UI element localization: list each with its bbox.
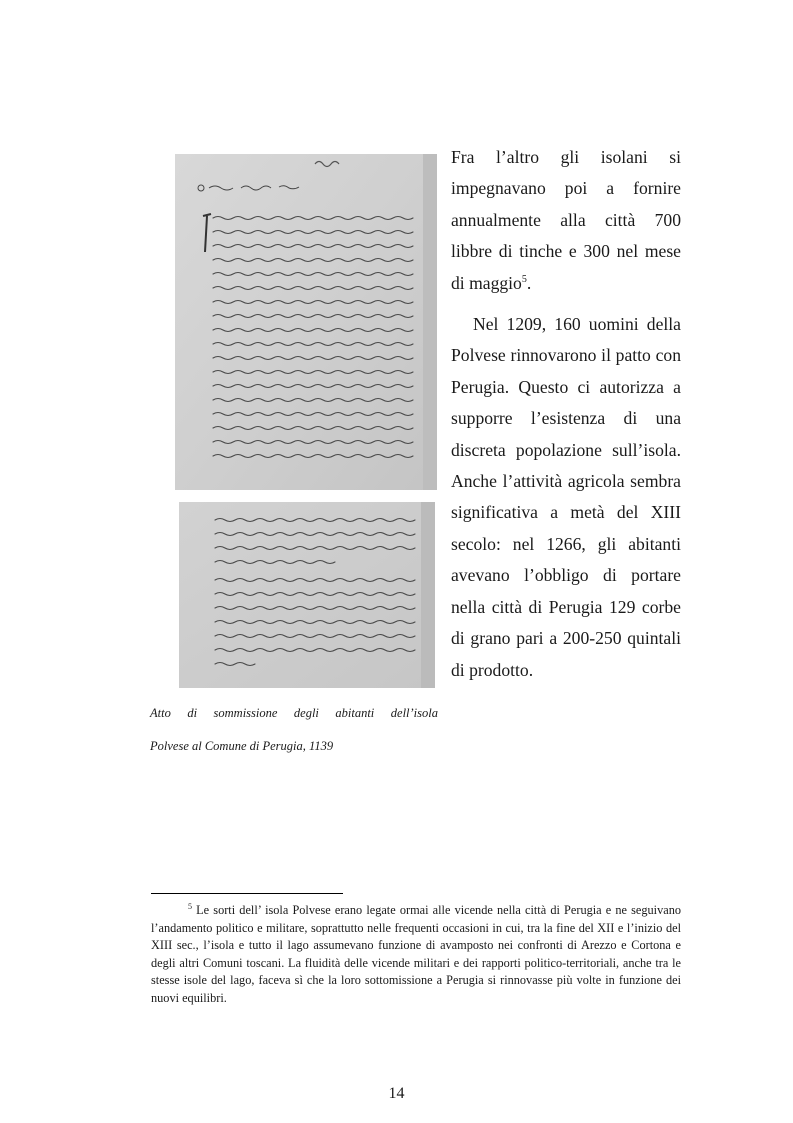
manuscript-scan-icon	[175, 150, 437, 690]
footnote-divider	[151, 893, 343, 894]
footnote	[151, 902, 681, 1008]
footnote-text: Le sorti dell’ isola Polvese erano legate ormai alle vicende nella città di Perugia e ne seguivano l’andamento politico e militare, soprattutto nelle frequenti occasioni in cui, tra la fine del XII e l’inizio del XIII sec., l’isola e tutto il lago assumevano funzione di avamposto nei confronti di Arezzo e Cortona e degli altri Comuni toscani. La fluidità delle vicende militari e dei rapporti politico-territoriali, anche tra le stesse isole del lago, faceva sì che la loro sottomissione a Perugia si rinnovasse più volte in funzione dei nuovi equilibri.	[151, 903, 681, 1005]
footnote-reference[interactable]: 5	[521, 273, 527, 285]
footnote-number: 5	[188, 901, 192, 911]
body-text	[451, 142, 681, 686]
page-number: 14	[388, 1085, 405, 1102]
caption-line-2: Polvese al Comune di Perugia, 1139	[150, 739, 334, 753]
paragraph-1	[451, 142, 681, 299]
paragraph-1-end: .	[526, 272, 532, 293]
manuscript-figure	[175, 150, 437, 690]
paragraph-2: Nel 1209, 160 uomini della Polvese rinnovarono il patto con Perugia. Questo ci autorizza a supporre l’esistenza di una discreta popolazione sull’isola. Anche l’attività agricola sembra significativa a metà del XIII secolo: nel 1266, gli abitanti avevano l’obbligo di portare nella città di Perugia 129 corbe di grano pari a 200-250 quintali di prodotto.	[451, 314, 681, 680]
paragraph-1-text: Fra l’altro gli isolani si impegnavano poi a fornire annualmente alla città 700 libbre di tinche e 300 nel mese di maggio	[451, 147, 681, 293]
caption-line-1: Atto di sommissione degli abitanti dell’isola	[150, 706, 438, 720]
figure-caption	[150, 697, 438, 763]
